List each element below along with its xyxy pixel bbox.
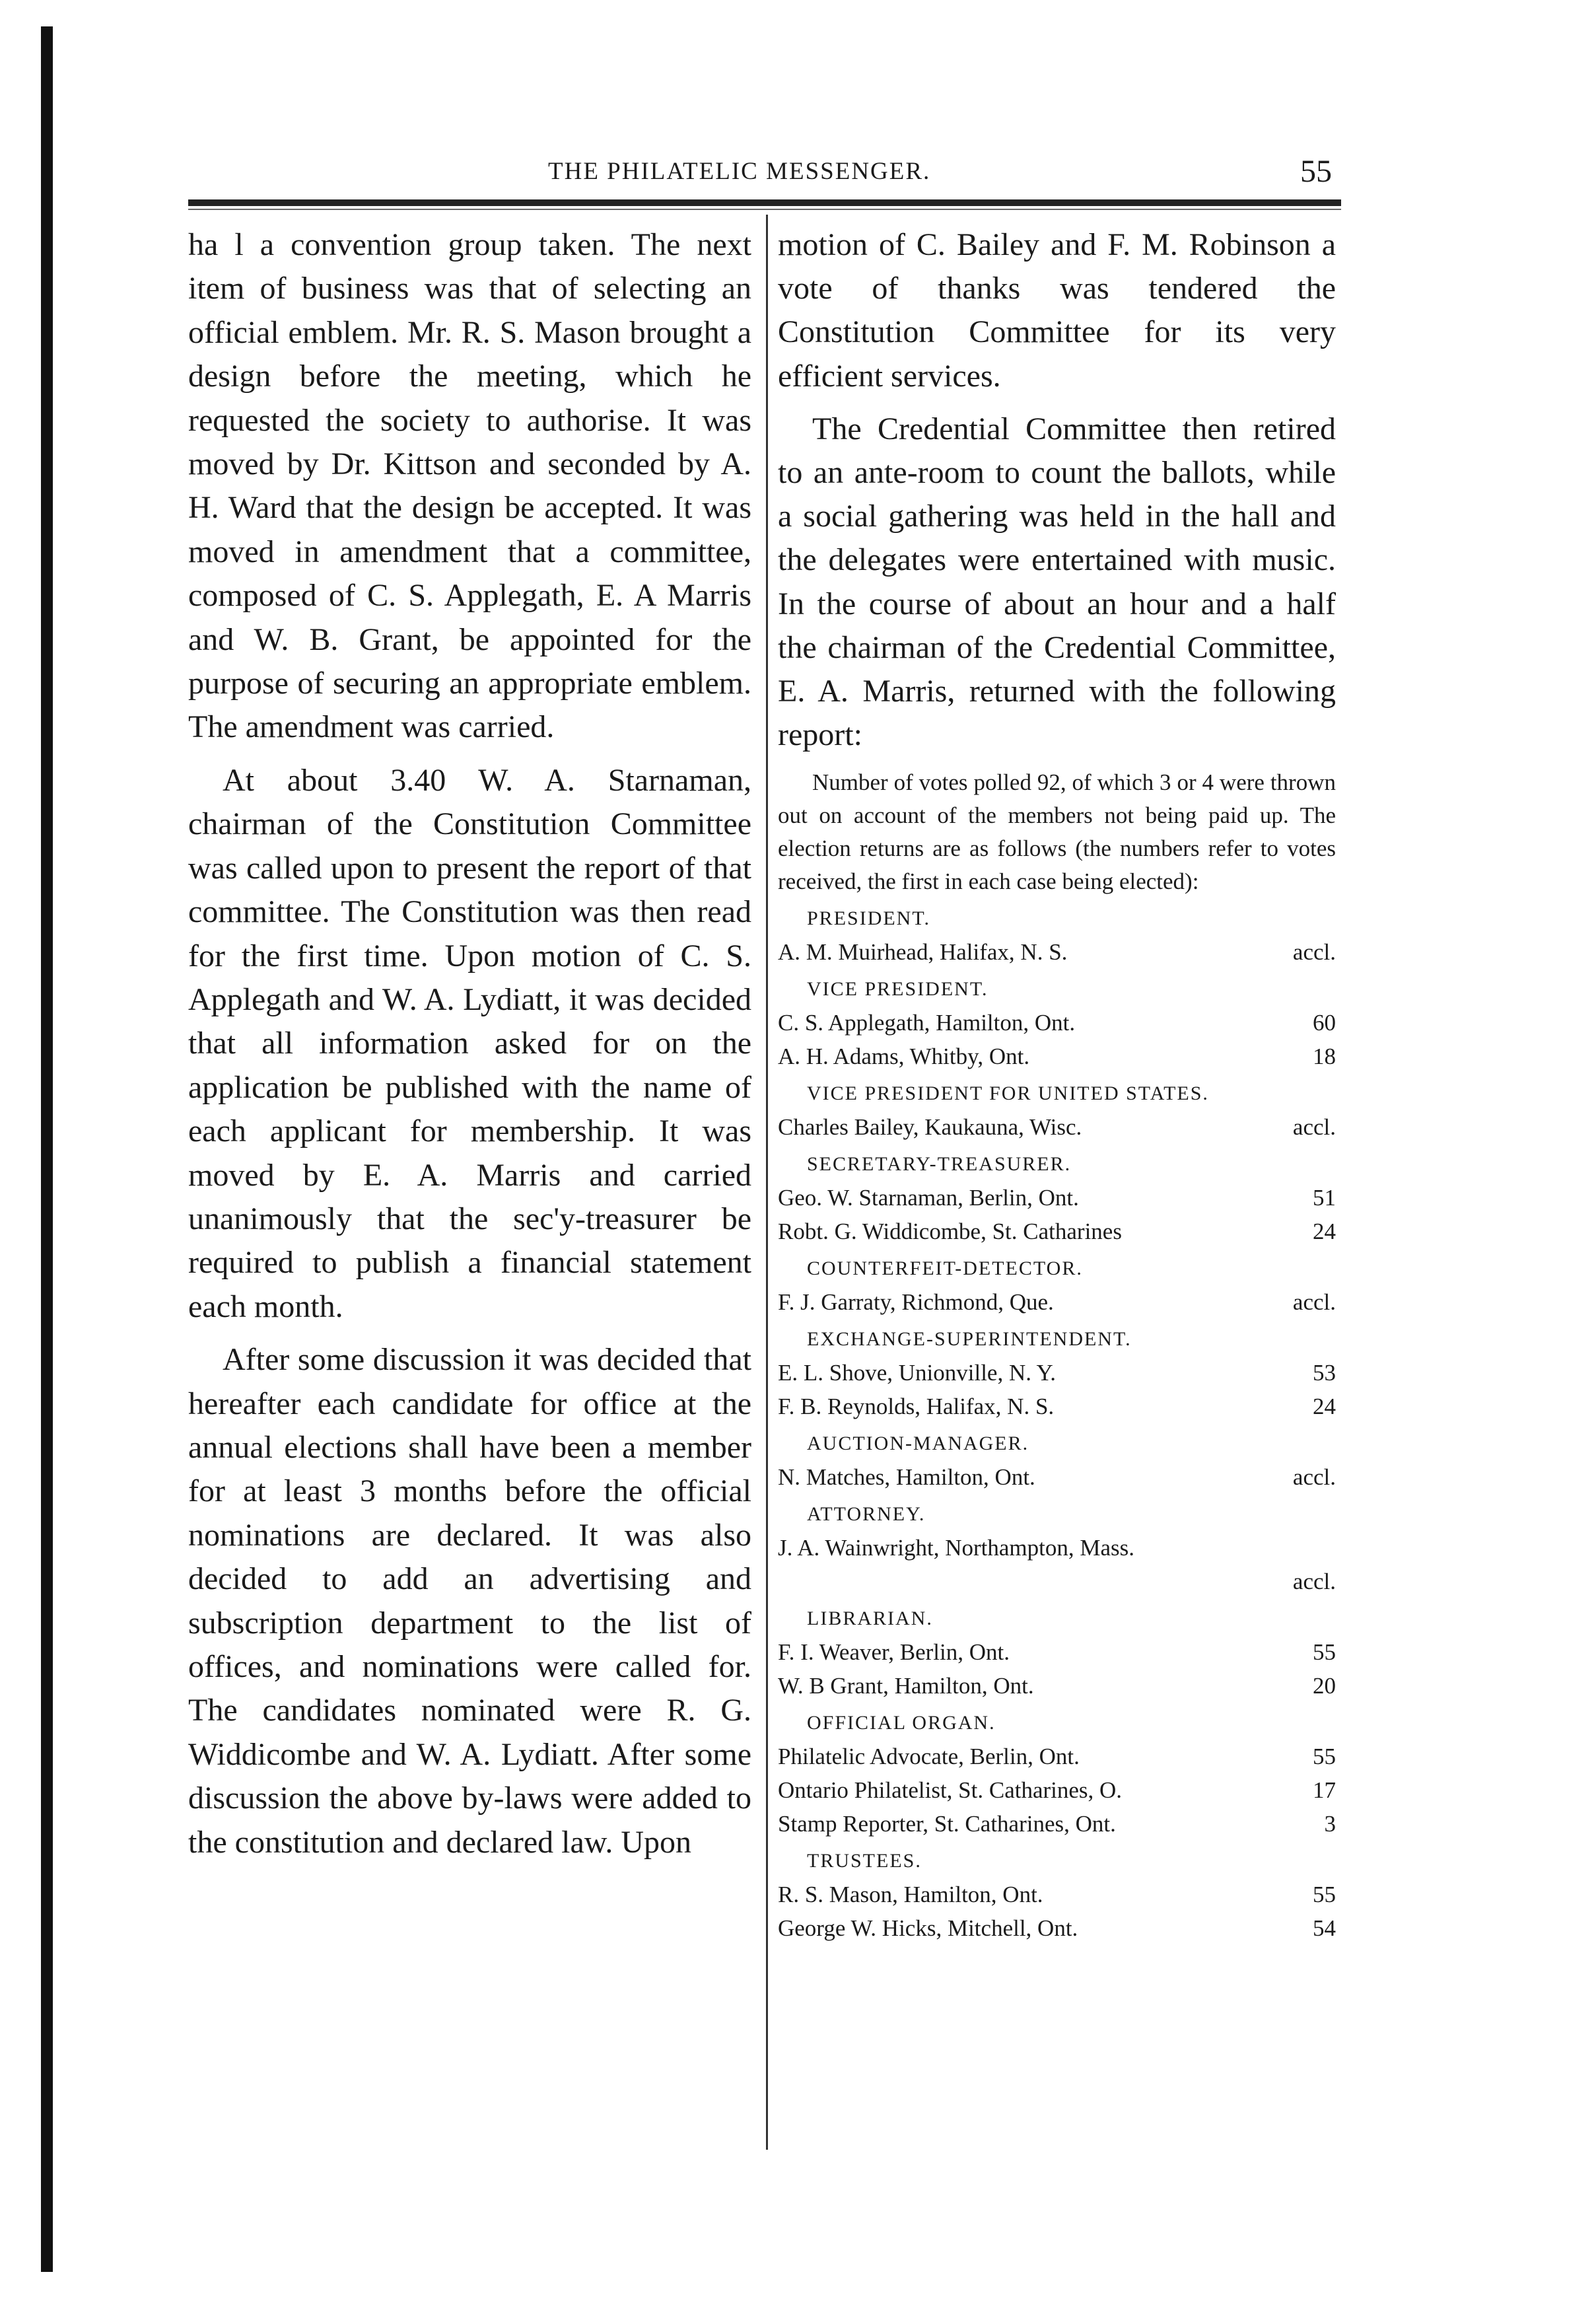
- candidate-name: A. M. Muirhead, Halifax, N. S.: [778, 939, 1068, 966]
- office-heading: COUNTERFEIT-DETECTOR.: [807, 1257, 1083, 1280]
- candidate-name: C. S. Applegath, Hamilton, Ont.: [778, 1010, 1076, 1036]
- candidate-name: Philatelic Advocate, Berlin, Ont.: [778, 1744, 1080, 1770]
- candidate-name: N. Matches, Hamilton, Ont.: [778, 1464, 1035, 1491]
- result-entry: [778, 1110, 1336, 1144]
- result-entry: [778, 1773, 1336, 1807]
- vote-count: accl.: [1292, 939, 1336, 966]
- result-entry: [778, 1635, 1336, 1669]
- right-column: [778, 223, 1336, 1945]
- vote-count: 20: [1313, 1673, 1336, 1699]
- running-head: THE PHILATELIC MESSENGER.: [548, 158, 931, 185]
- vote-count: accl.: [1292, 1114, 1336, 1141]
- candidate-name: Geo. W. Starnaman, Berlin, Ont.: [778, 1185, 1079, 1211]
- office-heading: SECRETARY-TREASURER.: [807, 1153, 1072, 1176]
- office-heading: ATTORNEY.: [807, 1503, 926, 1526]
- vote-count: 24: [1313, 1219, 1336, 1245]
- vote-count: 54: [1313, 1915, 1336, 1942]
- vote-count: 17: [1313, 1777, 1336, 1804]
- vote-count: 18: [1313, 1043, 1336, 1070]
- vote-count: accl.: [1292, 1464, 1336, 1491]
- vote-count: 53: [1313, 1360, 1336, 1386]
- paragraph: After some discussion it was decided that hereafter each candidate for office at the annual elections shall have been a member for at least 3 months before the official nominations are declared. It was also decided to add an advertising and subscription department to the list of offices, and nominations were called for. The candidates nominated were R. G. Widdicombe and W. A. Lydiatt. After some discussion the above by-laws were added to the constitution and declared law. Upon: [188, 1342, 751, 1860]
- vote-count: 60: [1313, 1010, 1336, 1036]
- candidate-name: George W. Hicks, Mitchell, Ont.: [778, 1915, 1078, 1942]
- paragraph: motion of C. Bailey and F. M. Robinson a vote of thanks was tendered the Constitution Committee for its very efficient services.: [778, 227, 1336, 394]
- office-heading: OFFICIAL ORGAN.: [807, 1712, 996, 1734]
- candidate-name: F. J. Garraty, Richmond, Que.: [778, 1289, 1054, 1316]
- candidate-name: E. L. Shove, Unionville, N. Y.: [778, 1360, 1056, 1386]
- candidate-name: Stamp Reporter, St. Catharines, Ont.: [778, 1811, 1116, 1837]
- candidate-name: Robt. G. Widdicombe, St. Catharines: [778, 1219, 1122, 1245]
- election-results: [778, 902, 1336, 1945]
- office-heading: VICE PRESIDENT FOR UNITED STATES.: [807, 1082, 1209, 1105]
- result-entry: [778, 1285, 1336, 1319]
- result-entry: [778, 1215, 1336, 1248]
- paragraph: ha l a convention group taken. The next item of business was that of selecting an official emblem. Mr. R. S. Mason brought a design before the meeting, which he requested the society to authorise. It was moved by Dr. Kittson and seconded by A. H. Ward that the design be accepted. It was moved in amendment that a committee, composed of C. S. Applegath, E. A Marris and W. B. Grant, be appointed for the purpose of securing an appropriate emblem. The amendment was carried.: [188, 227, 751, 745]
- candidate-name: Charles Bailey, Kaukauna, Wisc.: [778, 1114, 1082, 1141]
- result-entry: [778, 1878, 1336, 1911]
- scan-edge-bar: [41, 26, 53, 2272]
- vote-count: 24: [1313, 1394, 1336, 1420]
- candidate-name: F. B. Reynolds, Halifax, N. S.: [778, 1394, 1055, 1420]
- vote-count: 55: [1313, 1639, 1336, 1666]
- office-heading: EXCHANGE-SUPERINTENDENT.: [807, 1328, 1132, 1351]
- result-entry: [778, 1040, 1336, 1073]
- candidate-name: Ontario Philatelist, St. Catharines, O.: [778, 1777, 1123, 1804]
- result-entry: [778, 1356, 1336, 1390]
- vote-count: 55: [1313, 1882, 1336, 1908]
- office-heading: VICE PRESIDENT.: [807, 978, 989, 1001]
- result-entry: [778, 1390, 1336, 1423]
- candidate-name: A. H. Adams, Whitby, Ont.: [778, 1043, 1030, 1070]
- vote-count: accl.: [1292, 1569, 1336, 1595]
- candidate-name: R. S. Mason, Hamilton, Ont.: [778, 1882, 1043, 1908]
- header-rule-thin: [188, 209, 1341, 210]
- result-entry: [778, 1006, 1336, 1040]
- candidate-name: W. B Grant, Hamilton, Ont.: [778, 1673, 1034, 1699]
- result-entry: [778, 935, 1336, 969]
- result-entry: [778, 1740, 1336, 1773]
- paragraph: The Credential Committee then retired to an ante-room to count the ballots, while a social gathering was held in the hall and the delegates were entertained with music. In the course of about an hour and a half the chairman of the Credential Committee, E. A. Marris, returned with the following report:: [778, 411, 1336, 753]
- candidate-name: F. I. Weaver, Berlin, Ont.: [778, 1639, 1010, 1666]
- paragraph: At about 3.40 W. A. Starnaman, chairman of the Constitution Committee was called upon to present the report of that committee. The Constitution was then read for the first time. Upon motion of C. S. Applegath and W. A. Lydiatt, it was decided that all information asked for on the application be published with the name of each applicant for membership. It was moved by E. A. Marris and carried unanimously that the sec'y-treasurer be required to publish a financial statement each month.: [188, 762, 751, 1324]
- office-heading: TRUSTEES.: [807, 1850, 922, 1872]
- column-divider: [766, 215, 768, 2150]
- result-entry: [778, 1911, 1336, 1945]
- vote-count: accl.: [1292, 1289, 1336, 1316]
- result-entry: [778, 1807, 1336, 1841]
- result-entry: [778, 1181, 1336, 1215]
- left-column: [188, 223, 751, 1864]
- office-heading: AUCTION-MANAGER.: [807, 1432, 1029, 1455]
- vote-count: 51: [1313, 1185, 1336, 1211]
- candidate-name: J. A. Wainwright, Northampton, Mass.: [778, 1535, 1134, 1561]
- report-intro: Number of votes polled 92, of which 3 or 4 were thrown out on account of the members not being paid up. The election returns are as follows (the numbers refer to votes received, the first in each case being elected):: [778, 769, 1336, 895]
- result-entry: [778, 1460, 1336, 1494]
- result-entry: [778, 1531, 1336, 1598]
- header-rule: [188, 199, 1341, 206]
- vote-count: 55: [1313, 1744, 1336, 1770]
- office-heading: PRESIDENT.: [807, 907, 930, 930]
- office-heading: LIBRARIAN.: [807, 1608, 933, 1630]
- page-number: 55: [1300, 154, 1332, 189]
- result-entry: [778, 1669, 1336, 1703]
- vote-count: 3: [1324, 1811, 1336, 1837]
